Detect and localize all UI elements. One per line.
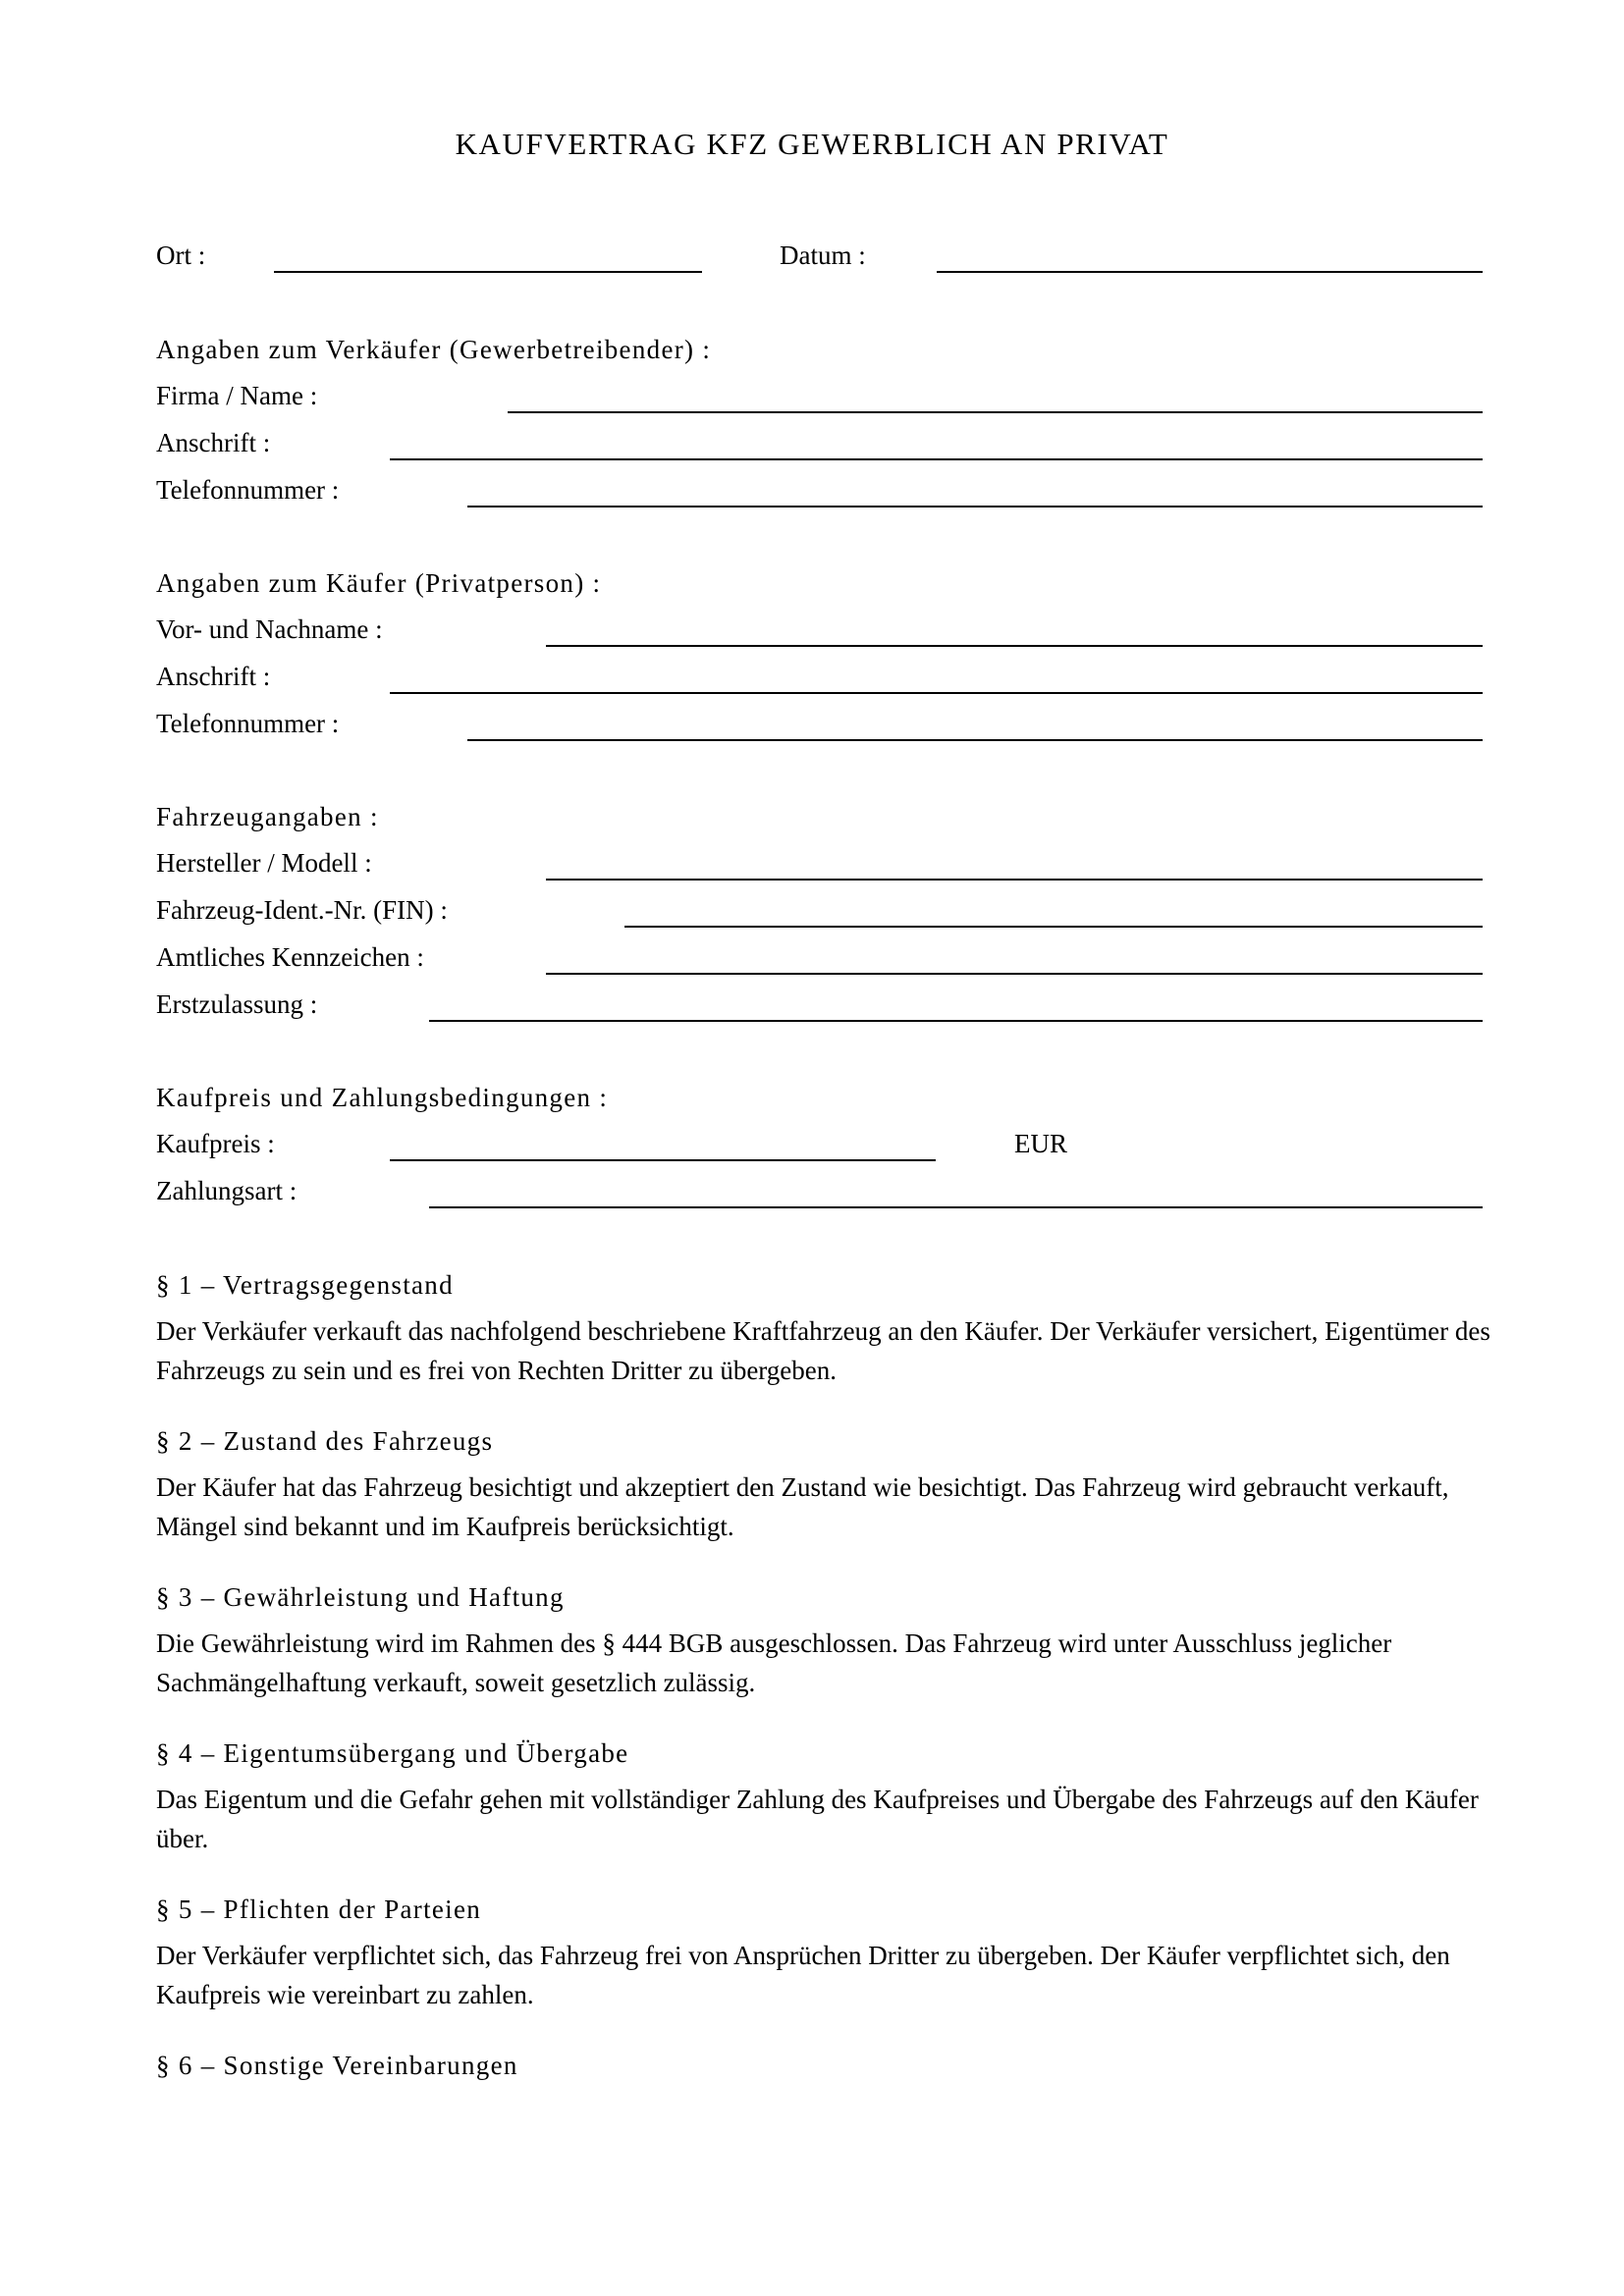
section-text: Der Verkäufer verkauft das nachfolgend beschriebene Kraftfahrzeug an den Käufer. Der Verkäufer versichert, Eigentümer des Fahrzeugs zu sein und es frei von Rechten Dritter zu übergeben. [156, 1316, 1490, 1385]
payment-heading: Kaufpreis und Zahlungsbedingungen : [156, 1083, 609, 1112]
datum-label: Datum : [780, 240, 866, 270]
buyer-address-line[interactable] [390, 692, 1483, 694]
vehicle-registration-label: Erstzulassung : [156, 989, 318, 1019]
buyer-phone-label: Telefonnummer : [156, 709, 340, 738]
seller-name-line[interactable] [508, 411, 1483, 413]
ort-label: Ort : [156, 240, 206, 270]
section-heading: § 3 – Gewährleistung und Haftung [156, 1582, 565, 1612]
currency-label: EUR [1014, 1129, 1067, 1158]
seller-heading: Angaben zum Verkäufer (Gewerbetreibender) : [156, 335, 712, 364]
seller-name-label: Firma / Name : [156, 381, 318, 410]
vehicle-plate-line[interactable] [546, 973, 1483, 975]
buyer-phone-line[interactable] [467, 739, 1483, 741]
seller-phone-label: Telefonnummer : [156, 475, 340, 505]
section-heading: § 5 – Pflichten der Parteien [156, 1895, 482, 1924]
price-line[interactable] [390, 1159, 936, 1161]
price-label: Kaufpreis : [156, 1129, 275, 1158]
vehicle-model-line[interactable] [546, 879, 1483, 881]
section-text: Die Gewährleistung wird im Rahmen des § 444 BGB ausgeschlossen. Das Fahrzeug wird unter Ausschluss jeglicher Sachmängelhaftung verkauft, soweit gesetzlich zulässig. [156, 1629, 1392, 1697]
section-text: Der Verkäufer verpflichtet sich, das Fahrzeug frei von Ansprüchen Dritter zu übergeben. Der Käufer verpflichtet sich, den Kaufpreis wie vereinbart zu zahlen. [156, 1941, 1450, 2009]
payment-method-label: Zahlungsart : [156, 1176, 298, 1205]
vehicle-registration-line[interactable] [429, 1020, 1483, 1022]
buyer-address-label: Anschrift : [156, 662, 271, 691]
section-heading: § 1 – Vertragsgegenstand [156, 1270, 454, 1300]
section-text: Das Eigentum und die Gefahr gehen mit vollständiger Zahlung des Kaufpreises und Übergabe des Fahrzeugs auf den Käufer über. [156, 1785, 1479, 1853]
buyer-heading: Angaben zum Käufer (Privatperson) : [156, 568, 602, 598]
vehicle-heading: Fahrzeugangaben : [156, 802, 379, 831]
vehicle-plate-label: Amtliches Kennzeichen : [156, 942, 424, 972]
ort-line[interactable] [274, 271, 702, 273]
section-heading: § 4 – Eigentumsübergang und Übergabe [156, 1738, 629, 1768]
document-title: KAUFVERTRAG KFZ GEWERBLICH AN PRIVAT [455, 127, 1169, 161]
seller-address-label: Anschrift : [156, 428, 271, 457]
seller-phone-line[interactable] [467, 506, 1483, 507]
buyer-name-line[interactable] [546, 645, 1483, 647]
seller-address-line[interactable] [390, 458, 1483, 460]
vehicle-fin-line[interactable] [624, 926, 1483, 928]
section-heading: § 6 – Sonstige Vereinbarungen [156, 2051, 518, 2080]
section-text: Der Käufer hat das Fahrzeug besichtigt und akzeptiert den Zustand wie besichtigt. Das Fahrzeug wird gebraucht verkauft, Mängel sind bekannt und im Kaufpreis berücksichtigt. [156, 1472, 1449, 1541]
buyer-name-label: Vor- und Nachname : [156, 614, 383, 644]
payment-method-line[interactable] [429, 1206, 1483, 1208]
section-heading: § 2 – Zustand des Fahrzeugs [156, 1426, 494, 1456]
vehicle-model-label: Hersteller / Modell : [156, 848, 372, 878]
vehicle-fin-label: Fahrzeug-Ident.-Nr. (FIN) : [156, 895, 448, 925]
datum-line[interactable] [937, 271, 1483, 273]
